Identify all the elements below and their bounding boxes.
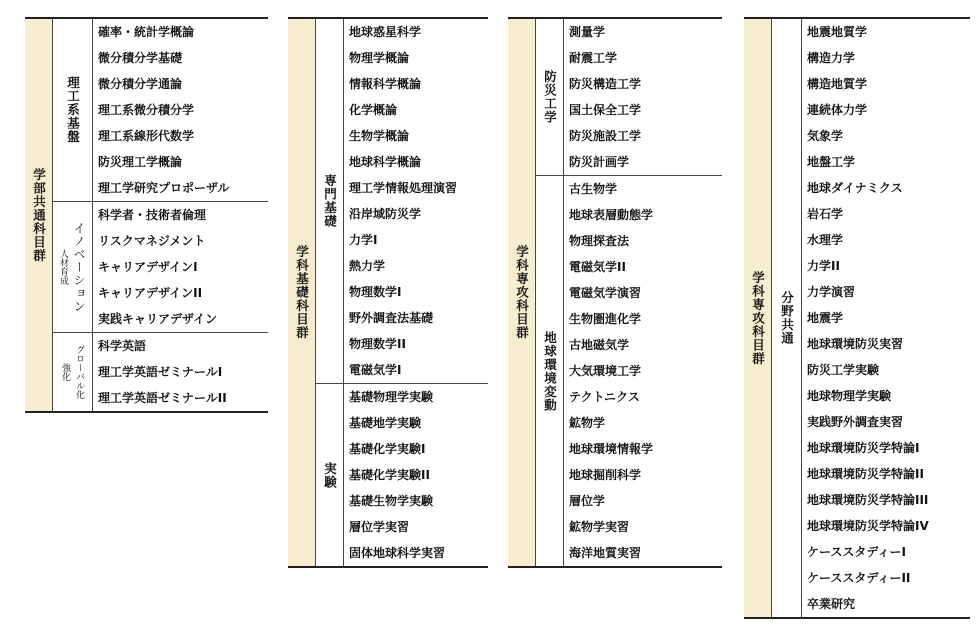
group-section bbox=[53, 333, 268, 411]
course-item: 層位学 bbox=[569, 494, 606, 508]
course-item: 生物圏進化学 bbox=[569, 312, 642, 326]
course-item: 地球環境防災学特論IV bbox=[807, 519, 929, 533]
course-item: 岩石学 bbox=[807, 207, 844, 221]
table-department-basic-subjects bbox=[288, 17, 488, 568]
course-item: 力学I bbox=[349, 233, 378, 247]
table-department-major-subjects bbox=[508, 17, 722, 568]
course-item: 理工学英語ゼミナールI bbox=[98, 365, 223, 379]
category-label-cell bbox=[288, 19, 316, 566]
course-item: 実践野外調査実習 bbox=[807, 415, 904, 429]
group-label-secondary: 強化 bbox=[60, 363, 70, 381]
group-label: グローバル化 bbox=[74, 345, 84, 399]
course-item: 構造力学 bbox=[807, 51, 856, 65]
course-item: 科学英語 bbox=[98, 339, 147, 353]
group-label: 理工系基盤 bbox=[65, 76, 81, 144]
group-label: イノベーション bbox=[72, 221, 86, 313]
course-item: 生物学概論 bbox=[349, 129, 410, 143]
course-item: 地球環境防災実習 bbox=[807, 337, 904, 351]
group-section bbox=[536, 176, 722, 566]
course-item: 地球環境防災学特論I bbox=[807, 441, 920, 455]
course-item: キャリアデザインI bbox=[98, 260, 198, 274]
course-item: 層位学実習 bbox=[349, 520, 410, 534]
course-item: 地球環境防災学特論II bbox=[807, 467, 924, 481]
course-item: 熱力学 bbox=[349, 259, 386, 273]
course-item: 理工学研究プロポーザル bbox=[98, 181, 230, 195]
course-item: 化学概論 bbox=[349, 103, 398, 117]
course-item: 物理数学I bbox=[349, 285, 402, 299]
course-item: 防災工学実験 bbox=[807, 363, 880, 377]
course-item: 基礎生物学実験 bbox=[349, 494, 434, 508]
course-item: 地球環境防災学特論III bbox=[807, 493, 929, 507]
course-item: 卒業研究 bbox=[807, 597, 856, 611]
course-item: 防災施設工学 bbox=[569, 129, 642, 143]
course-item: 理工学英語ゼミナールII bbox=[98, 391, 227, 405]
course-item: 物理学概論 bbox=[349, 51, 410, 65]
group-label: 実験 bbox=[322, 461, 338, 489]
group-label: 防災工学 bbox=[542, 70, 558, 124]
course-item: 国土保全工学 bbox=[569, 103, 642, 117]
group-label-secondary: 人材育成 bbox=[58, 249, 68, 285]
course-item: 基礎化学実験II bbox=[349, 468, 430, 482]
group-label-cell bbox=[53, 19, 93, 201]
course-item: 沿岸域防災学 bbox=[349, 207, 422, 221]
course-item: 構造地質学 bbox=[807, 77, 868, 91]
course-item: 物理数学II bbox=[349, 337, 406, 351]
course-item: 基礎物理学実験 bbox=[349, 390, 434, 404]
course-item: 地盤工学 bbox=[807, 155, 856, 169]
course-item: 地震地質学 bbox=[807, 25, 868, 39]
course-item: 野外調査法基礎 bbox=[349, 311, 434, 325]
category-label-cell bbox=[25, 19, 53, 411]
course-item: ケーススタディーII bbox=[807, 571, 911, 585]
course-item: 耐震工学 bbox=[569, 51, 618, 65]
category-label-cell bbox=[508, 19, 536, 566]
group-label-cell bbox=[316, 19, 344, 383]
course-item: 連続体力学 bbox=[807, 103, 868, 117]
course-item: 固体地球科学実習 bbox=[349, 546, 446, 560]
course-item: 電磁気学II bbox=[569, 260, 626, 274]
course-item: 大気環境工学 bbox=[569, 364, 642, 378]
course-item: 理工系線形代数学 bbox=[98, 129, 195, 143]
course-item: 防災理工学概論 bbox=[98, 155, 183, 169]
course-item: 科学者・技術者倫理 bbox=[98, 208, 207, 222]
group-label: 専門基礎 bbox=[322, 174, 338, 228]
course-item: 力学II bbox=[807, 259, 840, 273]
group-label: 地球環境変動 bbox=[542, 330, 558, 412]
category-label-cell bbox=[744, 19, 772, 617]
course-item: 力学演習 bbox=[807, 285, 856, 299]
course-item: キャリアデザインII bbox=[98, 286, 203, 300]
category-label: 学科基礎科目群 bbox=[294, 245, 310, 340]
group-section bbox=[316, 384, 488, 566]
course-item: 情報科学概論 bbox=[349, 77, 422, 91]
course-item: 基礎化学実験I bbox=[349, 442, 426, 456]
course-item: 水理学 bbox=[807, 233, 844, 247]
group-section bbox=[536, 19, 722, 176]
group-section bbox=[53, 19, 268, 202]
course-item: テクトニクス bbox=[569, 390, 640, 404]
table-common-subjects bbox=[25, 17, 268, 413]
group-label-cell bbox=[536, 176, 564, 566]
category-label: 学科専攻科目群 bbox=[750, 270, 766, 366]
course-item: 地球環境情報学 bbox=[569, 442, 654, 456]
course-item: 海洋地質実習 bbox=[569, 546, 642, 560]
course-item: 確率・統計学概論 bbox=[98, 25, 195, 39]
course-item: 防災計画学 bbox=[569, 155, 630, 169]
course-item: 電磁気学I bbox=[349, 363, 402, 377]
group-label-cell bbox=[53, 333, 93, 411]
course-item: 基礎地学実験 bbox=[349, 416, 422, 430]
group-label: 分野共通 bbox=[779, 291, 795, 345]
table-department-major-common bbox=[744, 17, 970, 619]
course-item: 地震学 bbox=[807, 311, 844, 325]
course-item: 鉱物学 bbox=[569, 416, 606, 430]
group-section bbox=[53, 202, 268, 333]
course-item: 地球表層動態学 bbox=[569, 208, 654, 222]
course-item: 古地磁気学 bbox=[569, 338, 630, 352]
course-item: 地球科学概論 bbox=[349, 155, 422, 169]
category-label: 学科専攻科目群 bbox=[514, 245, 530, 340]
category-label: 学部共通科目群 bbox=[31, 167, 47, 263]
course-item: 古生物学 bbox=[569, 182, 618, 196]
course-item: 物理探査法 bbox=[569, 234, 630, 248]
course-item: 地球ダイナミクス bbox=[807, 181, 903, 195]
course-item: 地球掘削科学 bbox=[569, 468, 642, 482]
course-item: 測量学 bbox=[569, 25, 606, 39]
group-label-cell bbox=[53, 202, 93, 332]
course-item: 地球惑星科学 bbox=[349, 25, 422, 39]
group-section bbox=[316, 19, 488, 384]
course-item: 電磁気学演習 bbox=[569, 286, 642, 300]
course-item: 実践キャリアデザイン bbox=[98, 312, 218, 326]
course-item: 気象学 bbox=[807, 129, 844, 143]
course-item: 鉱物学実習 bbox=[569, 520, 630, 534]
group-label-cell bbox=[772, 19, 802, 617]
course-item: ケーススタディーI bbox=[807, 545, 906, 559]
course-item: 微分積分学通論 bbox=[98, 77, 183, 91]
group-section bbox=[772, 19, 970, 617]
course-item: 理工系微分積分学 bbox=[98, 103, 195, 117]
group-label-cell bbox=[316, 384, 344, 566]
course-item: 理工学情報処理演習 bbox=[349, 181, 458, 195]
course-item: 防災構造工学 bbox=[569, 77, 642, 91]
course-item: リスクマネジメント bbox=[98, 234, 206, 248]
course-item: 地球物理学実験 bbox=[807, 389, 892, 403]
group-label-cell bbox=[536, 19, 564, 175]
course-item: 微分積分学基礎 bbox=[98, 51, 183, 65]
